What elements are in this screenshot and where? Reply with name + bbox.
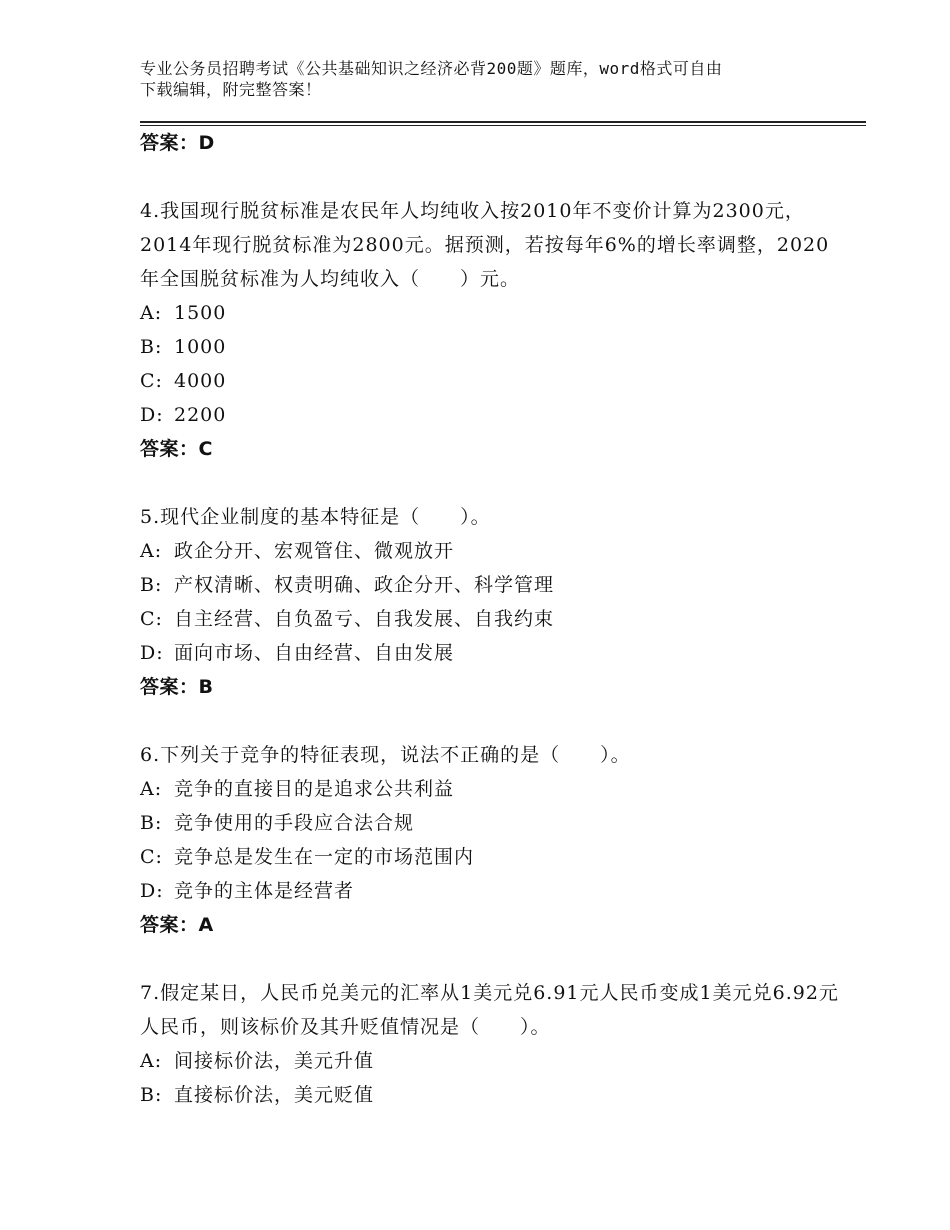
- option-key: B:: [140, 336, 163, 358]
- header-line-2: 下载编辑，附完整答案！: [140, 80, 322, 99]
- answer-label: 答案：: [140, 132, 199, 154]
- option-text: 竞争总是发生在一定的市场范围内: [174, 846, 475, 868]
- option-key: C:: [140, 608, 163, 630]
- option-text: 4000: [174, 370, 227, 392]
- option-text: 竞争的直接目的是追求公共利益: [174, 778, 455, 800]
- answer-label: 答案：: [140, 676, 199, 698]
- option-c: [140, 602, 840, 636]
- answer-line: [140, 432, 840, 466]
- option-b: [140, 1078, 840, 1112]
- option-text: 政企分开、宏观管住、微观放开: [174, 540, 455, 562]
- question-stem: 5.现代企业制度的基本特征是（ ）。: [140, 506, 491, 528]
- option-text: 2200: [174, 404, 227, 426]
- option-key: A:: [140, 540, 163, 562]
- option-key: B:: [140, 812, 163, 834]
- option-b: [140, 806, 840, 840]
- answer-line: [140, 126, 840, 160]
- option-text: 面向市场、自由经营、自由发展: [174, 642, 455, 664]
- question-5: [140, 500, 840, 704]
- option-text: 产权清晰、权责明确、政企分开、科学管理: [174, 574, 555, 596]
- question-6: [140, 738, 840, 942]
- header-rule-thick: [140, 121, 866, 123]
- page-header: [140, 58, 820, 100]
- option-key: B:: [140, 574, 163, 596]
- option-b: [140, 330, 840, 364]
- option-c: [140, 840, 840, 874]
- option-a: [140, 772, 840, 806]
- option-key: B:: [140, 1084, 163, 1106]
- question-4: [140, 194, 840, 466]
- answer-label: 答案：: [140, 438, 199, 460]
- option-text: 自主经营、自负盈亏、自我发展、自我约束: [174, 608, 555, 630]
- option-key: C:: [140, 370, 163, 392]
- option-key: D:: [140, 642, 164, 664]
- option-text: 直接标价法，美元贬值: [174, 1084, 375, 1106]
- option-d: [140, 398, 840, 432]
- answer-value: D: [198, 132, 215, 154]
- option-key: A:: [140, 1050, 163, 1072]
- answer-value: A: [198, 914, 214, 936]
- option-text: 1500: [174, 302, 227, 324]
- answer-value: C: [198, 438, 213, 460]
- answer-value: B: [198, 676, 214, 698]
- answer-line: [140, 670, 840, 704]
- answer-label: 答案：: [140, 914, 199, 936]
- header-line-1: 专业公务员招聘考试《公共基础知识之经济必背200题》题库，word格式可自由: [140, 59, 723, 78]
- option-text: 竞争的主体是经营者: [174, 880, 355, 902]
- question-7: [140, 976, 840, 1112]
- answer-line: [140, 908, 840, 942]
- option-d: [140, 874, 840, 908]
- option-a: [140, 296, 840, 330]
- option-b: [140, 568, 840, 602]
- option-key: C:: [140, 846, 163, 868]
- option-d: [140, 636, 840, 670]
- document-body: [140, 126, 840, 1112]
- option-key: D:: [140, 404, 164, 426]
- option-key: A:: [140, 778, 163, 800]
- question-stem: 6.下列关于竞争的特征表现，说法不正确的是（ ）。: [140, 744, 631, 766]
- option-key: D:: [140, 880, 164, 902]
- option-c: [140, 364, 840, 398]
- option-text: 间接标价法，美元升值: [174, 1050, 375, 1072]
- option-a: [140, 1044, 840, 1078]
- option-key: A:: [140, 302, 163, 324]
- option-text: 1000: [174, 336, 227, 358]
- question-stem: 7.假定某日，人民币兑美元的汇率从1美元兑6.91元人民币变成1美元兑6.92元人民币，则该标价及其升贬值情况是（ ）。: [140, 982, 839, 1038]
- question-stem: 4.我国现行脱贫标准是农民年人均纯收入按2010年不变价计算为2300元，2014年现行脱贫标准为2800元。据预测，若按每年6%的增长率调整，2020年全国脱贫标准为人均纯收入（ ）元。: [140, 200, 830, 290]
- option-a: [140, 534, 840, 568]
- option-text: 竞争使用的手段应合法合规: [174, 812, 415, 834]
